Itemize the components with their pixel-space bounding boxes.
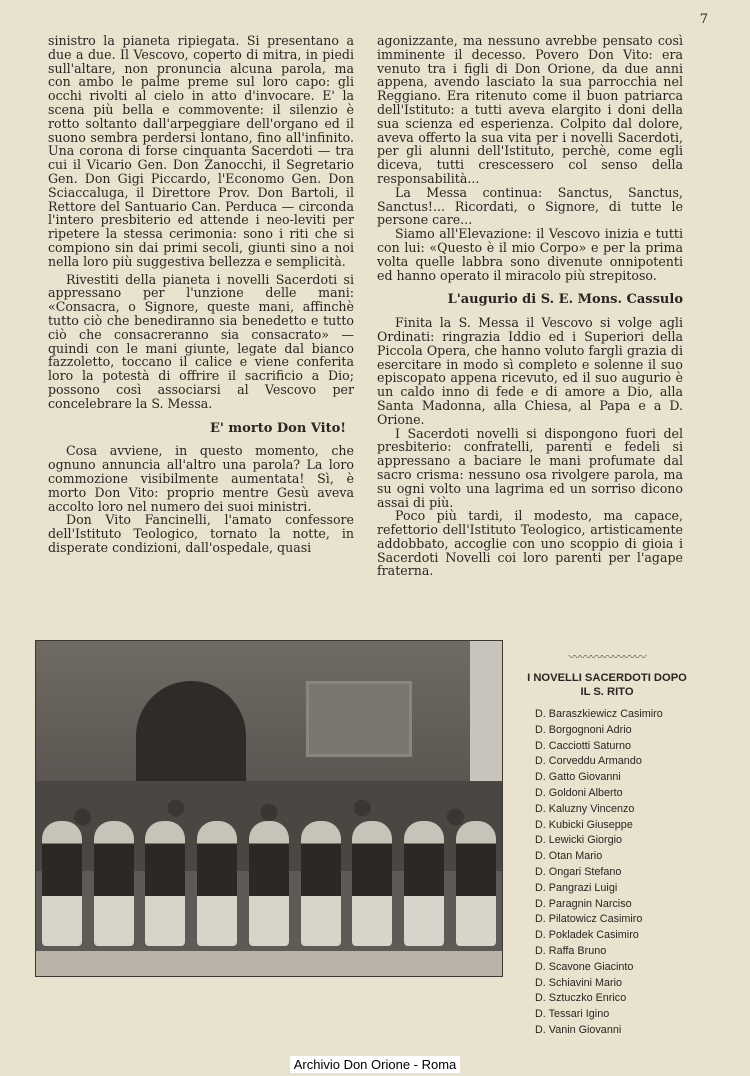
article-paragraph: agonizzante, ma nessuno avrebbe pensato così imminente il decesso. Povero Don Vito: era venuto tra i figli di Don Orione, da due anni appena, avendo lasciato la sua parrocchia nel Reggiano. Era ritenuto come il buon patriarca dell'Istituto: a tutti aveva elargito i doni della sua scienza ed esperienza. Colpito dal dolore, aveva offerto la sua vita per i novelli Sacerdoti, per gli alunni dell'Istituto, perchè, come egli diceva, tutti crescessero col senso della responsabilità... (377, 33, 683, 186)
ordained-name: D. Vanin Giovanni (535, 1023, 622, 1036)
photo-priests-row (36, 821, 502, 951)
ordained-name: D. Pokladek Casimiro (535, 929, 639, 942)
ordained-name: D. Lewicki Giorgio (535, 834, 623, 847)
article-paragraph: La Messa continua: Sanctus, Sanctus, Sanctus!... Ricordati, o Signore, di tutte le persone care... (377, 184, 683, 228)
ordained-name: D. Cacciotti Saturno (535, 739, 632, 752)
photo-priest-figure (145, 821, 185, 946)
ordained-name: D. Corveddu Armando (535, 755, 642, 768)
ordained-name: D. Scavone Giacinto (535, 960, 634, 973)
archive-credit: Archivio Don Orione - Roma (290, 1056, 461, 1073)
article-paragraph: sinistro la pianeta ripiegata. Si presentano a due a due. Il Vescovo, coperto di mitra, in piedi sull'altare, non pronuncia alcuna parola, ma con ambo le palme preme sul loro capo: gli occhi rivolti al cielo in atto d'invocare. E' la scena più bella e commovente: il silenzio è rotto soltanto dall'arpeggiare dell'organo ed il suono sembra perdersi lontano, fino all'infinito. Una corona di forse cinquanta Sacerdoti — tra cui il Vicario Gen. Don Zanocchi, il Segretario Gen. Don Gigi Piccardo, l'Economo Gen. Don Sciaccaluga, il Direttore Prov. Don Bartoli, il Rettore del Santuario Can. Perduca — circonda l'intero presbiterio ed attende i neo-leviti per ripetere la stessa cerimonia: sono i riti che si compiono sin dai primi secoli, giunti sino a noi nella loro più suggestiva bellezza e semplicità. (48, 33, 354, 269)
article-paragraph: I Sacerdoti novelli si dispongono fuori del presbiterio: confratelli, parenti e fedeli si appressano a baciare le mani profumate dal sacro crisma: nessuno osa rivolgere parola, ma su ogni volto una lagrima ed un sorriso dicono assai di più. (377, 425, 683, 510)
photo-window (306, 681, 412, 757)
ordained-name: D. Sztuczko Enrico (535, 992, 627, 1005)
wave-ornament-icon: 〰〰〰〰〰〰〰 (568, 650, 646, 664)
section-heading-augurio: L'augurio di S. E. Mons. Cassulo (447, 292, 683, 308)
ordained-names (527, 707, 687, 1039)
ordained-name: D. Paragnin Narciso (535, 897, 632, 910)
ordained-name: D. Pangrazi Luigi (535, 881, 618, 894)
photo-priest-figure (301, 821, 341, 946)
article-paragraph: Poco più tardi, il modesto, ma capace, refettorio dell'Istituto Teologico, artisticamente addobbato, accoglie con uno scoppio di gioia i Sacerdoti Novelli coi loro parenti per l'agape fraterna. (377, 508, 683, 579)
ordained-list-heading: I NOVELLI SACERDOTI DOPO IL S. RITO (527, 672, 687, 698)
article-paragraph: Don Vito Fancinelli, l'amato confessore dell'Istituto Teologico, tornato la notte, in disperate condizioni, dall'ospedale, quasi (48, 512, 354, 555)
article-paragraph: Rivestiti della pianeta i novelli Sacerdoti si appressano per l'unzione delle mani: «Consacra, o Signore, queste mani, affinchè tutto ciò che benediranno sia benedetto e tutto ciò che consacreranno sia consacrato» — quindi con le mani giunte, legate dal bianco fazzoletto, toccano il calice e viene conferita loro la potestà di offrire il sacrificio a Dio; possono così associarsi al Vescovo per concelebrare la S. Messa. (48, 271, 354, 411)
ordained-list (527, 648, 687, 1039)
ordained-name: D. Schiavini Mario (535, 976, 623, 989)
article-paragraph: Cosa avviene, in questo momento, che ognuno annuncia all'altro una parola? La loro commozione visibilmente aumentata! Sì, è morto Don Vito: proprio mentre Gesù aveva accolto loro nel numero dei suoi ministri. (48, 443, 354, 514)
photo-priest-figure (94, 821, 134, 946)
footer (0, 1057, 750, 1072)
ordained-name: D. Baraszkiewicz Casimiro (535, 708, 663, 720)
article-paragraph: Finita la S. Messa il Vescovo si volge agli Ordinati: ringrazia Iddio ed i Superiori della Piccola Opera, che hanno voluto fargli grazia di esercitare in modo sì completo e solenne il suo episcopato appena ricevuto, ed il suo augurio è un caldo inno di fede e di amore a Dio, alla Santa Madonna, alla Chiesa, al Papa e a D. Orione. (377, 315, 683, 427)
ordained-name: D. Borgognoni Adrio (535, 723, 632, 736)
photo-priest-figure (249, 821, 289, 946)
photo-priest-figure (456, 821, 496, 946)
ordained-name: D. Otan Mario (535, 850, 603, 863)
ordained-name: D. Kaluzny Vincenzo (535, 802, 635, 815)
photo-priest-figure (197, 821, 237, 946)
ordained-name: D. Ongari Stefano (535, 865, 622, 878)
photo-priest-figure (404, 821, 444, 946)
ordained-name: D. Goldoni Alberto (535, 786, 623, 799)
section-heading-don-vito: E' morto Don Vito! (210, 420, 346, 436)
article-paragraph: Siamo all'Elevazione: il Vescovo inizia e tutti con lui: «Questo è il mio Corpo» e per la prima volta quelle labbra sono divenute onnipotenti ed hanno operato il miracolo più strepitoso. (377, 226, 683, 283)
photo-priest-figure (42, 821, 82, 946)
ordained-name: D. Kubicki Giuseppe (535, 818, 633, 831)
page-number: 7 (699, 12, 708, 27)
ordained-name: D. Gatto Giovanni (535, 771, 621, 784)
photo-priest-figure (352, 821, 392, 946)
group-photo (35, 640, 503, 977)
ordained-name: D. Tessari Igino (535, 1008, 610, 1021)
photo-ground (36, 951, 502, 976)
photo-wall (36, 641, 502, 791)
right-column (377, 34, 683, 578)
ordained-name: D. Raffa Bruno (535, 944, 607, 957)
ordained-name: D. Pilatowicz Casimiro (535, 913, 643, 926)
left-column (48, 34, 354, 555)
